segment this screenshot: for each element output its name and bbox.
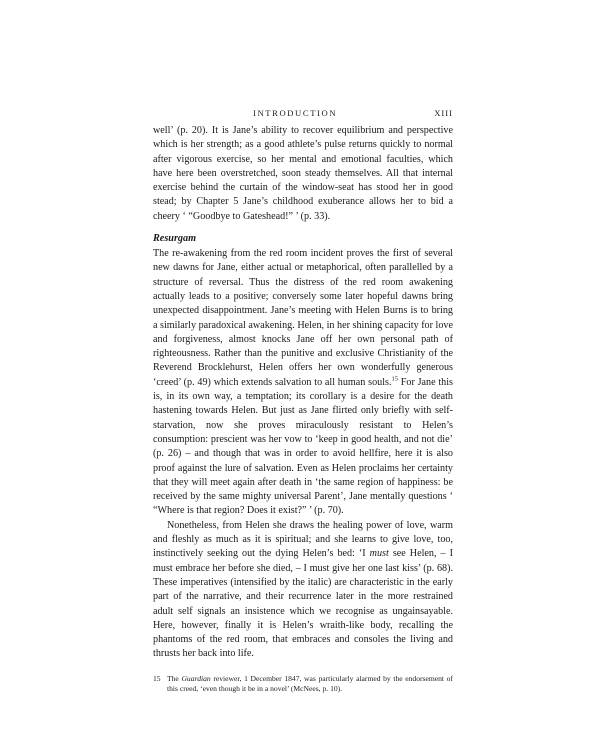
body-text: [153, 124, 453, 662]
paragraph: [153, 247, 453, 519]
footnote-reference[interactable]: 15: [391, 375, 398, 383]
running-head-title: INTRODUCTION: [253, 108, 338, 118]
footnote-text: The: [167, 673, 182, 683]
footnote-text: reviewer, 1 December 1847, was particularly alarmed by the endorsement of this creed, ‘even though it be in a novel’ (McNees, p. 10).: [167, 673, 453, 694]
emphasis-text: must: [369, 548, 389, 560]
paragraph: well’ (p. 20). It is Jane’s ability to recover equilibrium and perspective which is her strength; as a good athlete’s pulse returns quickly to normal after vigorous exercise, so her mental and emotional faculties, which have here been overstretched, soon steady themselves. All that internal exercise behind the curtain of the window-seat has stood her in good stead; by Chapter 5 Jane’s childhood exuberance allows her to bid a cheery ‘ “Goodbye to Gateshead!” ’ (p. 33).: [153, 125, 453, 222]
paragraph: [153, 519, 453, 662]
footnote: [153, 674, 453, 695]
footnotes: [153, 674, 453, 695]
paragraph-text: see Helen, – I must embrace her before she died, – I must give her one last kiss’ (p. 68). These imperatives (intensified by the italic) are characteristic in the early part of the narrative, and their recurrence later in the more restrained adult self signals an insistence which we recognise as ungainsayable. Here, however, finally it is Helen’s wraith-like body, recalling the phantoms of the red room, that embraces and consoles the living and thrusts her back into life.: [153, 548, 453, 660]
page-number: XIII: [434, 108, 453, 118]
footnote-number: 15: [153, 673, 161, 683]
paragraph-text: For Jane this is, in its own way, a temptation; its corollary is a desire for the death hastening towards Helen. But just as Jane flirted only briefly with self-starvation, now she proves miraculously resistant to Helen’s consumption: prescient was her vow to ‘keep in good health, and not die’ (p. 26) – and though that was in order to avoid hellfire, here it is also proof against the lure of salvation. Even as Helen proclaims her certainty that they will meet again after death in ‘the same region of happiness: be received by the same mighty universal Parent’, Jane mentally questions ‘ “Where is that region? Does it exist?” ’ (p. 70).: [153, 376, 453, 517]
running-head: [153, 106, 453, 120]
section-heading: Resurgam: [153, 233, 197, 245]
book-page: [153, 106, 453, 695]
paragraph-text: The re-awakening from the red room incident proves the first of several new dawns for Jane, either actual or metaphorical, often parallelled by a structure of reversal. Thus the distress of the red room awakening actually leads to a positive; conversely some later hopeful dawns bring unexpected disappointment. Jane’s meeting with Helen Burns is to bring a similarly paradoxical awakening. Helen, in her shining capacity for love and forgiveness, almost knocks Jane off her own personal path of righteousness. Rather than the punitive and exclusive Christianity of the Reverend Brocklehurst, Helen offers her own wonderfully generous ‘creed’ (p. 49) which extends salvation to all human souls.: [153, 248, 453, 388]
footnote-publication-title: Guardian: [181, 673, 211, 683]
paragraph-text: Nonetheless, from Helen she draws the healing power of love, warm and fleshly as much as it is spiritual; and she learns to give love, too, instinctively seeking out the dying Helen’s bed: ‘I: [153, 519, 453, 560]
